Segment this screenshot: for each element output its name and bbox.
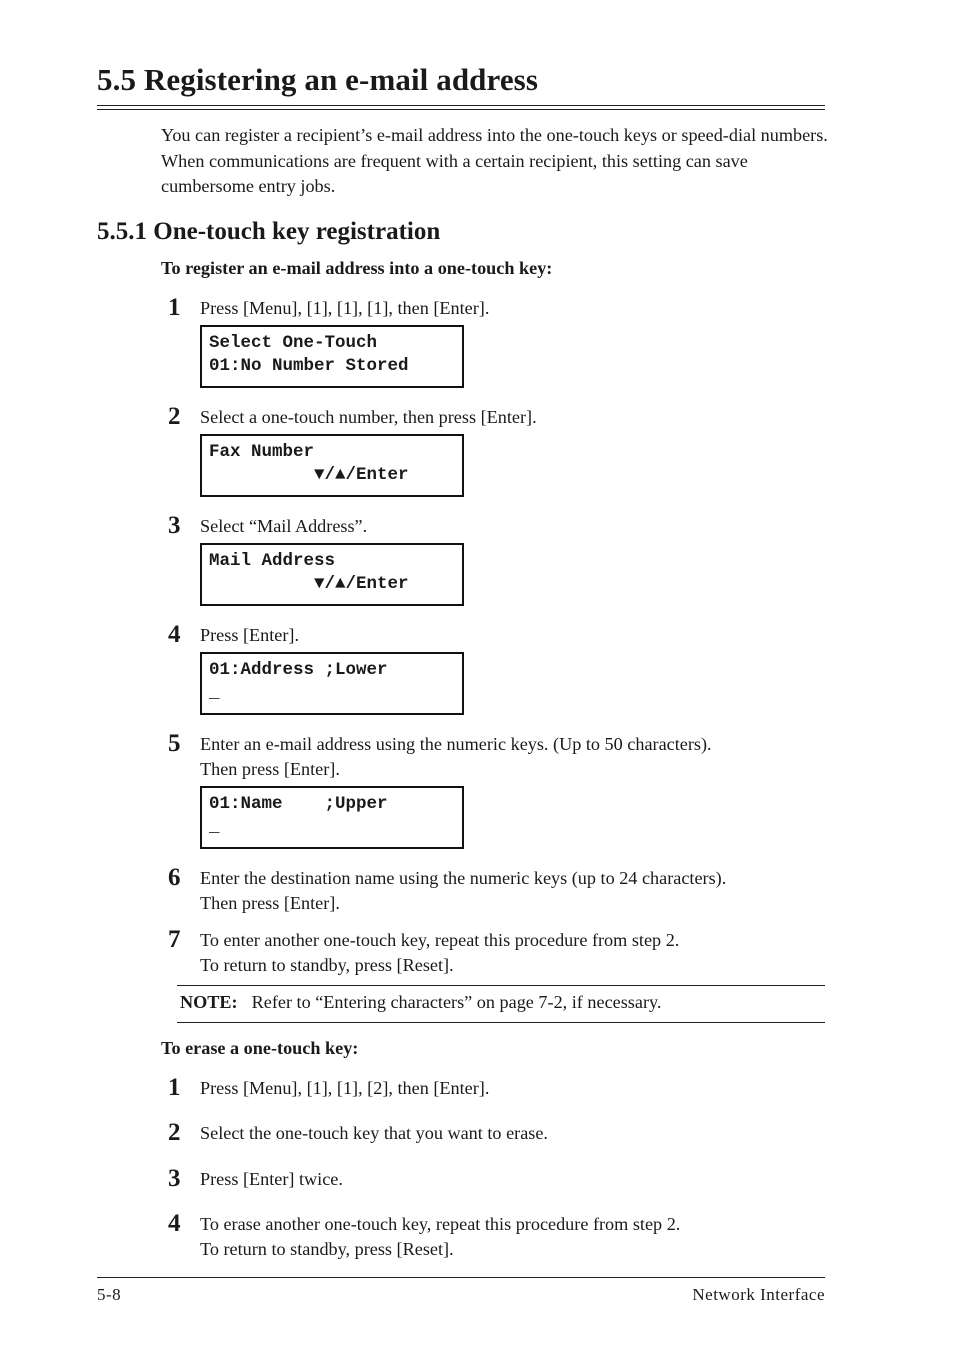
step-number: 2	[168, 1119, 181, 1146]
step-number: 1	[168, 294, 181, 321]
step-text: Select the one-touch key that you want to erase.	[200, 1123, 548, 1143]
note	[180, 992, 661, 1013]
lcd-line-1: 01:Address ;Lower	[209, 660, 388, 680]
step-text: Select “Mail Address”.	[200, 516, 368, 536]
step-text: Press [Enter].	[200, 625, 299, 645]
lcd-line-2: _	[209, 683, 220, 703]
heading-rule-bottom	[97, 109, 825, 110]
note-text: Refer to “Entering characters” on page 7-2, if necessary.	[251, 992, 662, 1012]
step-text: Enter the destination name using the numeric keys (up to 24 characters).	[200, 868, 727, 888]
step-text: Press [Enter] twice.	[200, 1169, 343, 1189]
step-number: 2	[168, 403, 181, 430]
lcd-line-1: Mail Address	[209, 551, 336, 571]
lcd-line-2: ▼/▲/Enter	[209, 465, 409, 485]
step-text: To enter another one-touch key, repeat this procedure from step 2.	[200, 930, 680, 950]
lcd-line-2: _	[209, 817, 220, 837]
step-text: Press [Menu], [1], [1], [2], then [Enter].	[200, 1078, 490, 1098]
lcd-display	[200, 543, 464, 606]
page-heading: 5.5 Registering an e-mail address	[97, 62, 539, 97]
register-subheading: To register an e-mail address into a one-touch key:	[161, 258, 553, 278]
lcd-line-2: ▼/▲/Enter	[209, 574, 409, 594]
heading-rule-top	[97, 105, 825, 106]
step-text-continued: Then press [Enter].	[200, 893, 340, 913]
step-text: To erase another one-touch key, repeat this procedure from step 2.	[200, 1214, 681, 1234]
step-text: Press [Menu], [1], [1], [1], then [Enter].	[200, 298, 490, 318]
lcd-display	[200, 434, 464, 497]
step-text-continued: Then press [Enter].	[200, 759, 340, 779]
footer-title: Network Interface	[692, 1285, 825, 1304]
lcd-display	[200, 786, 464, 849]
step-text-continued: To return to standby, press [Reset].	[200, 955, 454, 975]
step-number: 7	[168, 926, 181, 953]
step-number: 3	[168, 1165, 181, 1192]
intro-paragraph: You can register a recipient’s e-mail address into the one-touch keys or speed-dial numbers. When communications are frequent with a certain recipient, this setting can save cumbersome entry jobs.	[161, 125, 828, 196]
footer-page-number: 5-8	[97, 1285, 122, 1304]
step-text: Select a one-touch number, then press [Enter].	[200, 407, 537, 427]
step-number: 4	[168, 1210, 181, 1237]
erase-subheading: To erase a one-touch key:	[161, 1038, 359, 1058]
step-text: Enter an e-mail address using the numeric keys. (Up to 50 characters).	[200, 734, 712, 754]
note-rule-bottom	[177, 1022, 825, 1023]
step-text-continued: To return to standby, press [Reset].	[200, 1239, 454, 1259]
lcd-line-1: Fax Number	[209, 442, 315, 462]
step-number: 1	[168, 1074, 181, 1101]
step-number: 3	[168, 512, 181, 539]
lcd-display	[200, 325, 464, 388]
step-number: 5	[168, 730, 181, 757]
lcd-display	[200, 652, 464, 715]
lcd-line-2: 01:No Number Stored	[209, 356, 409, 376]
footer-rule	[97, 1277, 825, 1278]
lcd-line-1: Select One-Touch	[209, 333, 378, 353]
step-number: 4	[168, 621, 181, 648]
note-label: NOTE:	[180, 992, 238, 1012]
step-number: 6	[168, 864, 181, 891]
note-rule-top	[177, 985, 825, 986]
section-heading: 5.5.1 One-touch key registration	[97, 218, 441, 245]
lcd-line-1: 01:Name ;Upper	[209, 794, 388, 814]
